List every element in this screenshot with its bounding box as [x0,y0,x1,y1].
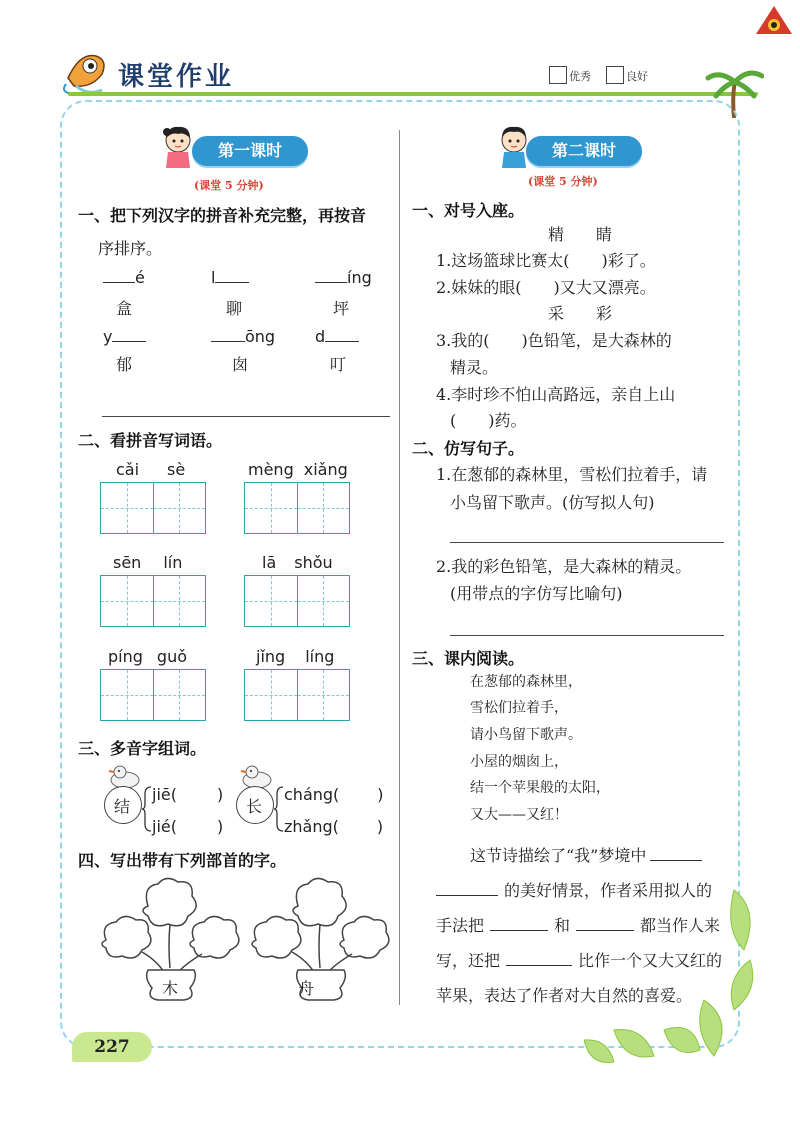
column-divider [399,130,400,1005]
polyphone-reading: zhǎng( ) [284,817,384,836]
kite-mascot-icon [62,48,114,96]
time-note: (课堂 5 分钟) [194,179,264,192]
question-3-title: 三、课内阅读。 [412,649,525,668]
page-number: 227 [72,1032,152,1062]
word-pair: 精 睛 [548,225,613,244]
poem-line: 在葱郁的森林里， [470,674,582,690]
radical-label: 舟 [298,979,315,998]
pinyin-item: d [315,327,359,346]
polyphone-char: 结 [114,797,131,816]
hanzi-item: 聊 [226,299,243,318]
question-4-title: 四、写出带有下列部首的字。 [78,851,287,870]
bird-icon [240,764,274,788]
sentence-cont: 小鸟留下歌声。(仿写拟人句) [450,493,655,512]
polyphone-reading: jié( ) [152,817,224,836]
tianzige-grid[interactable] [244,575,350,627]
question-1-title: 一、对号入座。 [412,201,525,220]
sentence: 1.在葱郁的森林里，雪松们拉着手，请 [436,465,708,484]
flower-vase-icon [248,876,394,1002]
answer-blank[interactable] [103,268,135,283]
poem-line: 请小鸟留下歌声。 [470,727,582,743]
answer-line[interactable] [450,635,724,636]
pinyin-item: l [211,268,249,287]
sentence: 3.我的( )色铅笔，是大森林的 [436,331,672,350]
polyphone-char: 长 [246,797,263,816]
brace-icon [142,786,152,832]
poem-line: 结一个苹果般的太阳， [470,780,610,796]
reading-question: 写，还把 比作一个又大又红的 [436,951,723,970]
poem-line: 雪松们拉着手， [470,700,568,716]
word-pinyin: lā shǒu [262,553,333,572]
hanzi-item: 坪 [333,299,350,318]
poem-line: 小屋的烟囱上， [470,754,568,770]
question-1-title-cont: 序排序。 [98,239,163,258]
pinyin-item: íng [315,268,372,287]
rating-checkbox-excellent[interactable] [549,66,567,84]
question-2-title: 二、看拼音写词语。 [78,431,223,450]
bird-icon [108,764,142,788]
pinyin-item: é [103,268,145,287]
lesson-tab-first: 第一课时 [192,136,308,166]
sentence-cont: (用带点的字仿写比喻句) [450,584,623,603]
radical-label: 木 [162,979,179,998]
answer-blank[interactable] [211,327,245,342]
tianzige-grid[interactable] [244,669,350,721]
hanzi-item: 盒 [116,299,133,318]
brand-logo-icon [752,4,796,44]
question-2-title: 二、仿写句子。 [412,439,525,458]
sentence-cont: 精灵。 [450,358,499,377]
hanzi-item: 囱 [232,355,249,374]
sentence: 1.这场篮球比赛太( )彩了。 [436,251,656,270]
sentence: 2.我的彩色铅笔，是大森林的精灵。 [436,557,692,576]
poem-line: 又大——又红！ [470,807,568,823]
header-rule [68,92,758,96]
sentence: 2.妹妹的眼( )又大又漂亮。 [436,278,656,297]
answer-blank[interactable] [436,881,498,896]
time-note: (课堂 5 分钟) [528,175,598,188]
answer-blank[interactable] [112,327,146,342]
reading-question: 这节诗描绘了“我”梦境中 [470,843,702,866]
page-title: 课堂作业 [118,62,235,92]
question-3-title: 三、多音字组词。 [78,739,207,758]
pinyin-item: ōng [211,327,275,346]
hanzi-item: 叮 [330,355,347,374]
leaf-decoration-icon [584,880,760,1070]
word-pinyin: jǐng líng [256,647,335,666]
polyphone-reading: jiē( ) [152,785,224,804]
word-pinyin: mèng xiǎng [248,460,348,479]
answer-blank[interactable] [490,916,548,931]
answer-line[interactable] [450,542,724,543]
sentence-cont: ( )药。 [450,411,527,430]
tianzige-grid[interactable] [100,482,206,534]
word-pair: 采 彩 [548,304,613,323]
word-pinyin: sēn lín [113,553,183,572]
answer-line[interactable] [102,416,390,417]
reading-question: 手法把 和 都当作人来 [436,916,721,935]
rating-label-good: 良好 [626,70,648,83]
reading-question: 苹果，表达了作者对大自然的喜爱。 [436,986,693,1005]
pinyin-item: y [103,327,146,346]
lesson-tab-second: 第二课时 [526,136,642,166]
tianzige-grid[interactable] [100,669,206,721]
rating-label-excellent: 优秀 [569,70,591,83]
answer-blank[interactable] [506,951,572,966]
reading-question: 的美好情景，作者采用拟人的 [436,878,712,901]
hanzi-item: 郁 [116,355,133,374]
word-pinyin: píng guǒ [108,647,187,666]
answer-blank[interactable] [650,846,702,861]
tianzige-grid[interactable] [244,482,350,534]
answer-blank[interactable] [325,327,359,342]
answer-blank[interactable] [315,268,347,283]
answer-blank[interactable] [215,268,249,283]
word-pinyin: cǎi sè [116,460,186,479]
tianzige-grid[interactable] [100,575,206,627]
question-1-title: 一、把下列汉字的拼音补充完整，再按音 [78,206,367,225]
polyphone-reading: cháng( ) [284,785,384,804]
brace-icon [274,786,284,832]
sentence: 4.李时珍不怕山高路远，亲自上山 [436,385,676,404]
rating-checkbox-good[interactable] [606,66,624,84]
